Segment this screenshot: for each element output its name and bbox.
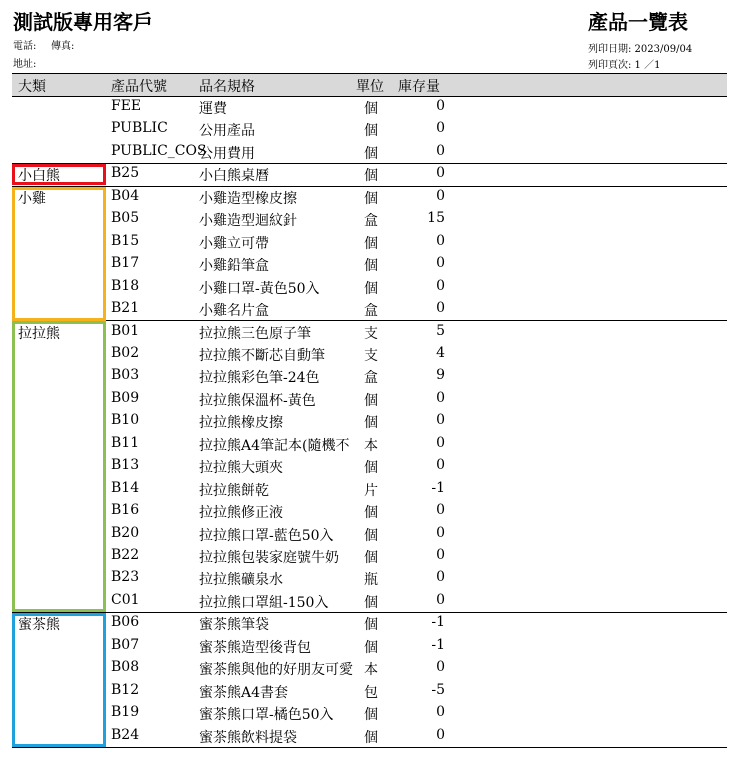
- stock-qty-cell: -1: [431, 479, 445, 496]
- unit-cell: 個: [364, 235, 378, 252]
- unit-cell: 個: [364, 460, 378, 477]
- category-cell: 蜜茶熊: [18, 617, 60, 634]
- table-row: [12, 725, 727, 747]
- product-code-cell: PUBLIC_COS: [111, 142, 207, 159]
- stock-qty-cell: -1: [431, 614, 445, 631]
- table-row: [12, 410, 727, 432]
- product-name-cell: 小雞造型迴紋針: [199, 213, 297, 230]
- table-row: [12, 680, 727, 702]
- column-header-qty: 庫存量: [398, 79, 440, 95]
- table-row: [12, 455, 727, 477]
- stock-qty-cell: 0: [436, 389, 445, 406]
- product-name-cell: 拉拉熊修正液: [199, 505, 283, 522]
- product-name-cell: 蜜茶熊A4書套: [199, 684, 289, 701]
- unit-cell: 個: [364, 258, 378, 275]
- product-code-cell: C01: [111, 591, 140, 608]
- phone-label: 電話:: [13, 41, 37, 52]
- unit-cell: 本: [364, 662, 378, 679]
- table-row: [12, 657, 727, 679]
- product-name-cell: 拉拉熊口罩-藍色50入: [199, 527, 334, 544]
- stock-qty-cell: 0: [436, 412, 445, 429]
- product-name-cell: 小雞鉛筆盒: [199, 258, 269, 275]
- product-name-cell: 蜜茶熊造型後背包: [199, 639, 311, 656]
- table-row: [12, 141, 727, 163]
- table-row: [12, 478, 727, 500]
- table-row: [12, 433, 727, 455]
- unit-cell: 盒: [364, 213, 378, 230]
- stock-qty-cell: -1: [431, 636, 445, 653]
- product-name-cell: 拉拉熊A4筆記本(隨機不: [199, 437, 350, 454]
- product-code-cell: B07: [111, 636, 140, 653]
- product-name-cell: 拉拉熊彩色筆-24色: [199, 370, 320, 387]
- unit-cell: 片: [364, 482, 378, 499]
- stock-qty-cell: 0: [436, 232, 445, 249]
- stock-qty-cell: 15: [427, 210, 445, 227]
- product-code-cell: B06: [111, 614, 140, 631]
- unit-cell: 個: [364, 145, 378, 162]
- report-title: 產品一覽表: [588, 10, 688, 34]
- column-header-name: 品名規格: [199, 79, 255, 95]
- unit-cell: 個: [364, 527, 378, 544]
- table-row: [12, 253, 727, 275]
- product-name-cell: 蜜茶熊筆袋: [199, 617, 269, 634]
- category-highlight-box: [12, 164, 106, 185]
- stock-qty-cell: 0: [436, 142, 445, 159]
- column-header-category: 大類: [18, 79, 46, 95]
- product-name-cell: 拉拉熊橡皮擦: [199, 415, 283, 432]
- unit-cell: 個: [364, 639, 378, 656]
- stock-qty-cell: 0: [436, 120, 445, 137]
- product-code-cell: B15: [111, 232, 140, 249]
- product-name-cell: 拉拉熊包裝家庭號牛奶: [199, 550, 339, 566]
- stock-qty-cell: 9: [436, 367, 445, 384]
- product-code-cell: B23: [111, 569, 140, 586]
- fax-label: 傳真:: [51, 41, 75, 52]
- category-cell: 小白熊: [18, 168, 60, 185]
- product-code-cell: B22: [111, 547, 140, 563]
- product-code-cell: B25: [111, 165, 140, 182]
- product-code-cell: B11: [111, 434, 140, 451]
- product-name-cell: 蜜茶熊口罩-橘色50入: [199, 707, 334, 724]
- stock-qty-cell: 0: [436, 165, 445, 182]
- stock-qty-cell: 0: [436, 457, 445, 474]
- category-highlight-box: [12, 321, 106, 612]
- product-code-cell: B10: [111, 412, 140, 429]
- unit-cell: 個: [364, 168, 378, 185]
- unit-cell: 個: [364, 505, 378, 522]
- unit-cell: 個: [364, 101, 378, 117]
- product-name-cell: 拉拉熊礦泉水: [199, 572, 283, 589]
- product-code-cell: B12: [111, 681, 140, 698]
- unit-cell: 個: [364, 415, 378, 432]
- category-highlight-box: [12, 613, 106, 747]
- unit-cell: 盒: [364, 303, 378, 320]
- category-cell: 拉拉熊: [18, 325, 60, 342]
- product-code-cell: B19: [111, 704, 140, 721]
- category-highlight-box: [12, 187, 106, 321]
- product-code-cell: B20: [111, 524, 140, 541]
- product-code-cell: B01: [111, 322, 140, 339]
- unit-cell: 支: [364, 347, 378, 364]
- unit-cell: 包: [364, 684, 378, 701]
- stock-qty-cell: 0: [436, 277, 445, 294]
- print-page: 列印頁次: 1 ／1: [588, 60, 661, 71]
- unit-cell: 個: [364, 190, 378, 207]
- unit-cell: 個: [364, 707, 378, 724]
- table-row: [12, 567, 727, 589]
- product-name-cell: 拉拉熊餅乾: [199, 482, 269, 499]
- product-code-cell: FEE: [111, 98, 142, 114]
- product-code-cell: B02: [111, 344, 140, 361]
- table-row: [12, 365, 727, 387]
- product-name-cell: 拉拉熊不斷芯自動筆: [199, 347, 325, 364]
- stock-qty-cell: -5: [431, 681, 445, 698]
- column-header-unit: 單位: [356, 79, 384, 95]
- product-code-cell: B04: [111, 187, 140, 204]
- table-row: [12, 343, 727, 365]
- product-name-cell: 拉拉熊口罩組-150入: [199, 594, 329, 611]
- table-row: [12, 163, 727, 185]
- product-name-cell: 小雞立可帶: [199, 235, 269, 252]
- product-code-cell: B17: [111, 255, 140, 272]
- unit-cell: 個: [364, 594, 378, 611]
- product-name-cell: 小雞名片盒: [199, 303, 269, 320]
- company-name: 測試版專用客戶: [13, 10, 153, 34]
- unit-cell: 個: [364, 280, 378, 297]
- product-code-cell: B21: [111, 300, 140, 317]
- product-name-cell: 小雞造型橡皮擦: [199, 190, 297, 207]
- product-name-cell: 拉拉熊大頭夾: [199, 460, 283, 477]
- stock-qty-cell: 0: [436, 659, 445, 676]
- stock-qty-cell: 0: [436, 300, 445, 317]
- table-row: [12, 186, 727, 208]
- product-name-cell: 拉拉熊保溫杯-黃色: [199, 392, 316, 409]
- product-name-cell: 蜜茶熊飲料提袋: [199, 729, 297, 746]
- stock-qty-cell: 5: [436, 322, 445, 339]
- product-code-cell: B09: [111, 389, 140, 406]
- column-header-code: 產品代號: [111, 79, 167, 95]
- unit-cell: 個: [364, 617, 378, 634]
- table-row: [12, 118, 727, 140]
- product-code-cell: B03: [111, 367, 140, 384]
- table-row: [12, 208, 727, 230]
- stock-qty-cell: 0: [436, 98, 445, 114]
- product-name-cell: 小雞口罩-黃色50入: [199, 280, 320, 297]
- stock-qty-cell: 0: [436, 255, 445, 272]
- product-name-cell: 公用費用: [199, 145, 255, 162]
- table-row: [12, 500, 727, 522]
- product-name-cell: 拉拉熊三色原子筆: [199, 325, 311, 342]
- table-row: [12, 702, 727, 724]
- category-cell: 小雞: [18, 190, 46, 207]
- product-code-cell: B13: [111, 457, 140, 474]
- table-header: [12, 73, 727, 97]
- product-name-cell: 運費: [199, 101, 227, 117]
- product-name-cell: 蜜茶熊與他的好朋友可愛: [199, 662, 353, 679]
- stock-qty-cell: 0: [436, 187, 445, 204]
- product-code-cell: B08: [111, 659, 140, 676]
- product-code-cell: B05: [111, 210, 140, 227]
- stock-qty-cell: 0: [436, 704, 445, 721]
- table-row: [12, 231, 727, 253]
- stock-qty-cell: 0: [436, 524, 445, 541]
- stock-qty-cell: 0: [436, 569, 445, 586]
- unit-cell: 瓶: [364, 572, 378, 589]
- unit-cell: 個: [364, 729, 378, 746]
- product-code-cell: B14: [111, 479, 140, 496]
- table-row: [12, 635, 727, 657]
- unit-cell: 本: [364, 437, 378, 454]
- product-code-cell: PUBLIC: [111, 120, 168, 137]
- table-row: [12, 96, 727, 118]
- product-code-cell: B24: [111, 726, 140, 743]
- stock-qty-cell: 0: [436, 726, 445, 743]
- address-label: 地址:: [13, 59, 37, 70]
- stock-qty-cell: 4: [436, 344, 445, 361]
- stock-qty-cell: 0: [436, 502, 445, 519]
- product-code-cell: B18: [111, 277, 140, 294]
- product-name-cell: 小白熊桌曆: [199, 168, 269, 185]
- product-name-cell: 公用產品: [199, 123, 255, 140]
- table-row: [12, 612, 727, 634]
- print-date: 列印日期: 2023/09/04: [588, 44, 693, 55]
- product-code-cell: B16: [111, 502, 140, 519]
- table-row: [12, 523, 727, 545]
- group-divider: [12, 747, 727, 748]
- unit-cell: 個: [364, 550, 378, 566]
- table-row: [12, 590, 727, 612]
- unit-cell: 個: [364, 392, 378, 409]
- table-row: [12, 388, 727, 410]
- unit-cell: 盒: [364, 370, 378, 387]
- stock-qty-cell: 0: [436, 591, 445, 608]
- unit-cell: 個: [364, 123, 378, 140]
- stock-qty-cell: 0: [436, 547, 445, 563]
- stock-qty-cell: 0: [436, 434, 445, 451]
- table-row: [12, 545, 727, 567]
- table-row: [12, 321, 727, 343]
- table-row: [12, 298, 727, 320]
- unit-cell: 支: [364, 325, 378, 342]
- table-row: [12, 276, 727, 298]
